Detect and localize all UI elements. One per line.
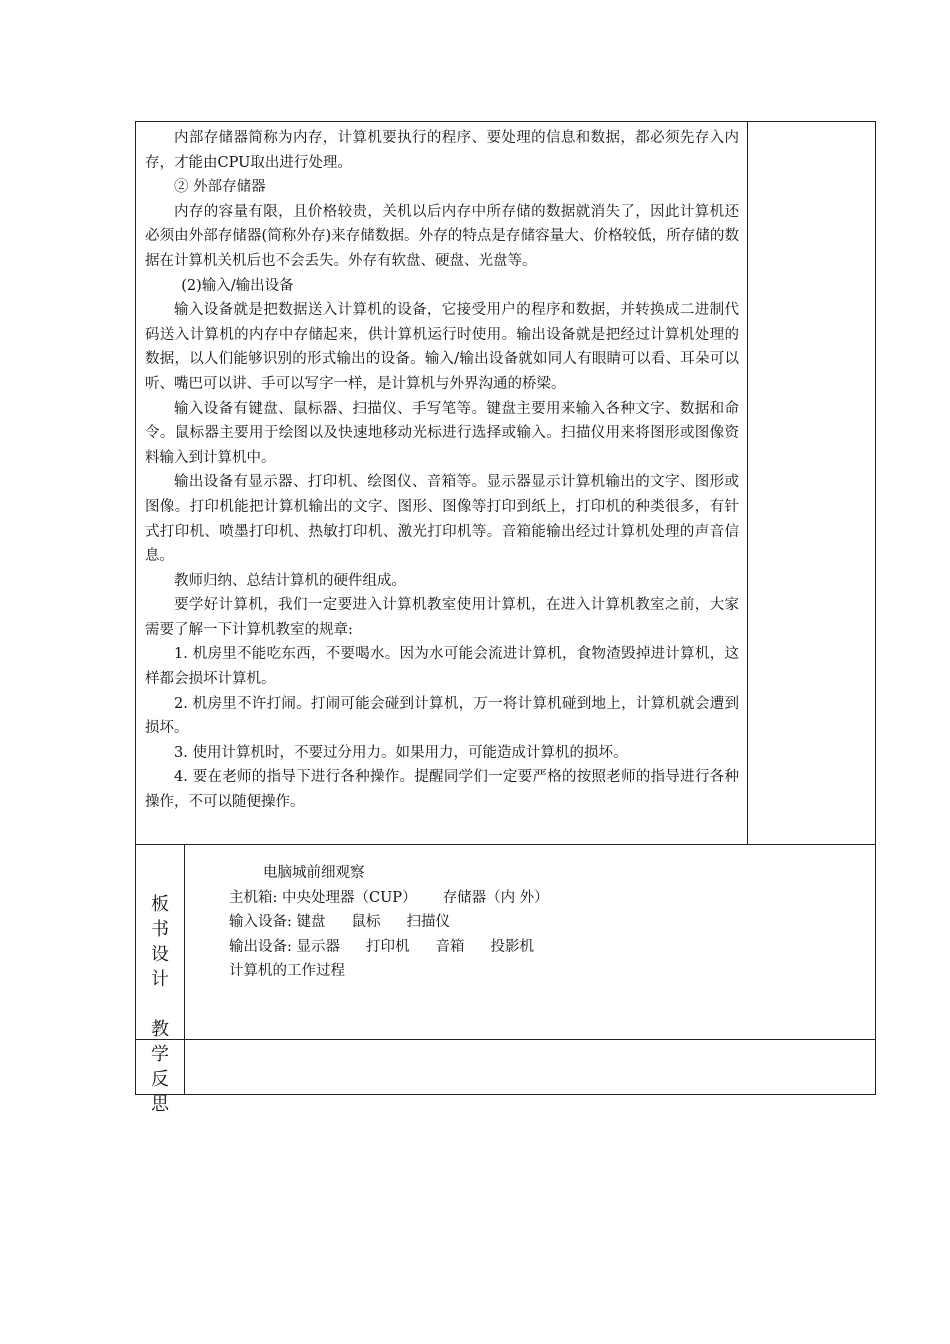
board-item: 音箱 <box>435 938 465 955</box>
board-item: 计算机的工作过程 <box>229 963 345 979</box>
reflection-label-char: 学 <box>151 1044 169 1065</box>
content-paragraph: 要学好计算机，我们一定要进入计算机教室使用计算机，在进入计算机教室之前，大家需要了解一下计算机教室的规章: <box>145 597 739 638</box>
content-paragraph: 输入设备有键盘、鼠标器、扫描仪、手写笔等。键盘主要用来输入各种文字、数据和命令。鼠标器主要用于绘图以及快速地移动光标进行选择或输入。扫描仪用来将图形或图像资料输入到计算机中。 <box>145 400 739 466</box>
board-item: 主机箱: 中央处理器（CUP） <box>229 889 417 906</box>
content-paragraph: 输出设备有显示器、打印机、绘图仪、音箱等。显示器显示计算机输出的文字、图形或图像。打印机能把计算机输出的文字、图形、图像等打印到纸上，打印机的种类很多，有针式打印机、喷墨打印机、热敏打印机、激光打印机等。音箱能输出经过计算机处理的声音信息。 <box>145 474 739 565</box>
board-item: 鼠标 <box>351 914 381 930</box>
content-paragraph: 2. 机房里不许打闹。打闹可能会碰到计算机，万一将计算机碰到地上，计算机就会遭到损坏。 <box>145 695 739 737</box>
board-design-content <box>229 861 575 984</box>
content-paragraph: 内存的容量有限，且价格较贵，关机以后内存中所存储的数据就消失了，因此计算机还必须由外部存储器(简称外存)来存储数据。外存的特点是存储容量大、价格较低，所存储的数据在计算机关机后也不会丢失。外存有软盘、硬盘、光盘等。 <box>145 203 739 269</box>
lesson-plan-table <box>135 121 876 1115</box>
content-paragraph: 输入设备就是把数据送入计算机的设备，它接受用户的程序和数据，并转换成二进制代码送入计算机的内存中存储起来，供计算机运行时使用。输出设备就是把经过计算机处理的数据，以人们能够识别的形式输出的设备。输入/输出设备就如同人有眼睛可以看、耳朵可以听、嘴巴可以讲、手可以写字一样，是计算机与外界沟通的桥梁。 <box>145 302 739 392</box>
teaching-content-cell <box>136 122 748 844</box>
board-item: 输入设备: 键盘 <box>229 914 326 930</box>
board-design-row <box>136 845 875 1040</box>
board-line <box>229 886 575 911</box>
board-item: 打印机 <box>366 938 410 955</box>
board-item: 输出设备: 显示器 <box>229 938 340 955</box>
board-design-label <box>136 845 185 1039</box>
board-label-char: 设 <box>151 944 169 965</box>
content-paragraph: 1. 机房里不能吃东西，不要喝水。因为水可能会流进计算机，食物渣毁掉进计算机，这样都会损坏计算机。 <box>145 646 739 688</box>
content-paragraph: ② 外部存储器 <box>174 179 266 196</box>
board-label-char: 计 <box>151 969 169 990</box>
board-label-char: 板 <box>151 894 169 915</box>
content-paragraph: (2)输入/输出设备 <box>181 277 294 294</box>
board-label-char: 书 <box>151 919 169 940</box>
reflection-label-char: 思 <box>151 1094 169 1115</box>
content-paragraph: 教师归纳、总结计算机的硬件组成。 <box>174 572 406 589</box>
board-item: 扫描仪 <box>406 914 450 930</box>
teaching-reflection-label <box>136 1019 185 1115</box>
board-line <box>229 935 575 960</box>
board-line <box>229 959 575 984</box>
board-item: 投影机 <box>490 938 534 955</box>
board-line <box>229 910 575 935</box>
board-item: 存储器（内 外） <box>442 889 549 906</box>
teaching-reflection-row <box>136 1019 875 1115</box>
teaching-process-row <box>136 122 875 845</box>
reflection-label-char: 反 <box>151 1069 169 1090</box>
board-title: 电脑城前细观察 <box>263 865 365 881</box>
content-paragraph: 3. 使用计算机时，不要过分用力。如果用力，可能造成计算机的损坏。 <box>174 744 628 761</box>
content-paragraph: 4. 要在老师的指导下进行各种操作。提醒同学们一定要严格的按照老师的指导进行各种操作，不可以随便操作。 <box>145 769 739 811</box>
content-paragraph: 内部存储器简称为内存，计算机要执行的程序、要处理的信息和数据，都必须先存入内存，才能由CPU取出进行处理。 <box>145 130 739 171</box>
reflection-label-char: 教 <box>151 1019 169 1040</box>
